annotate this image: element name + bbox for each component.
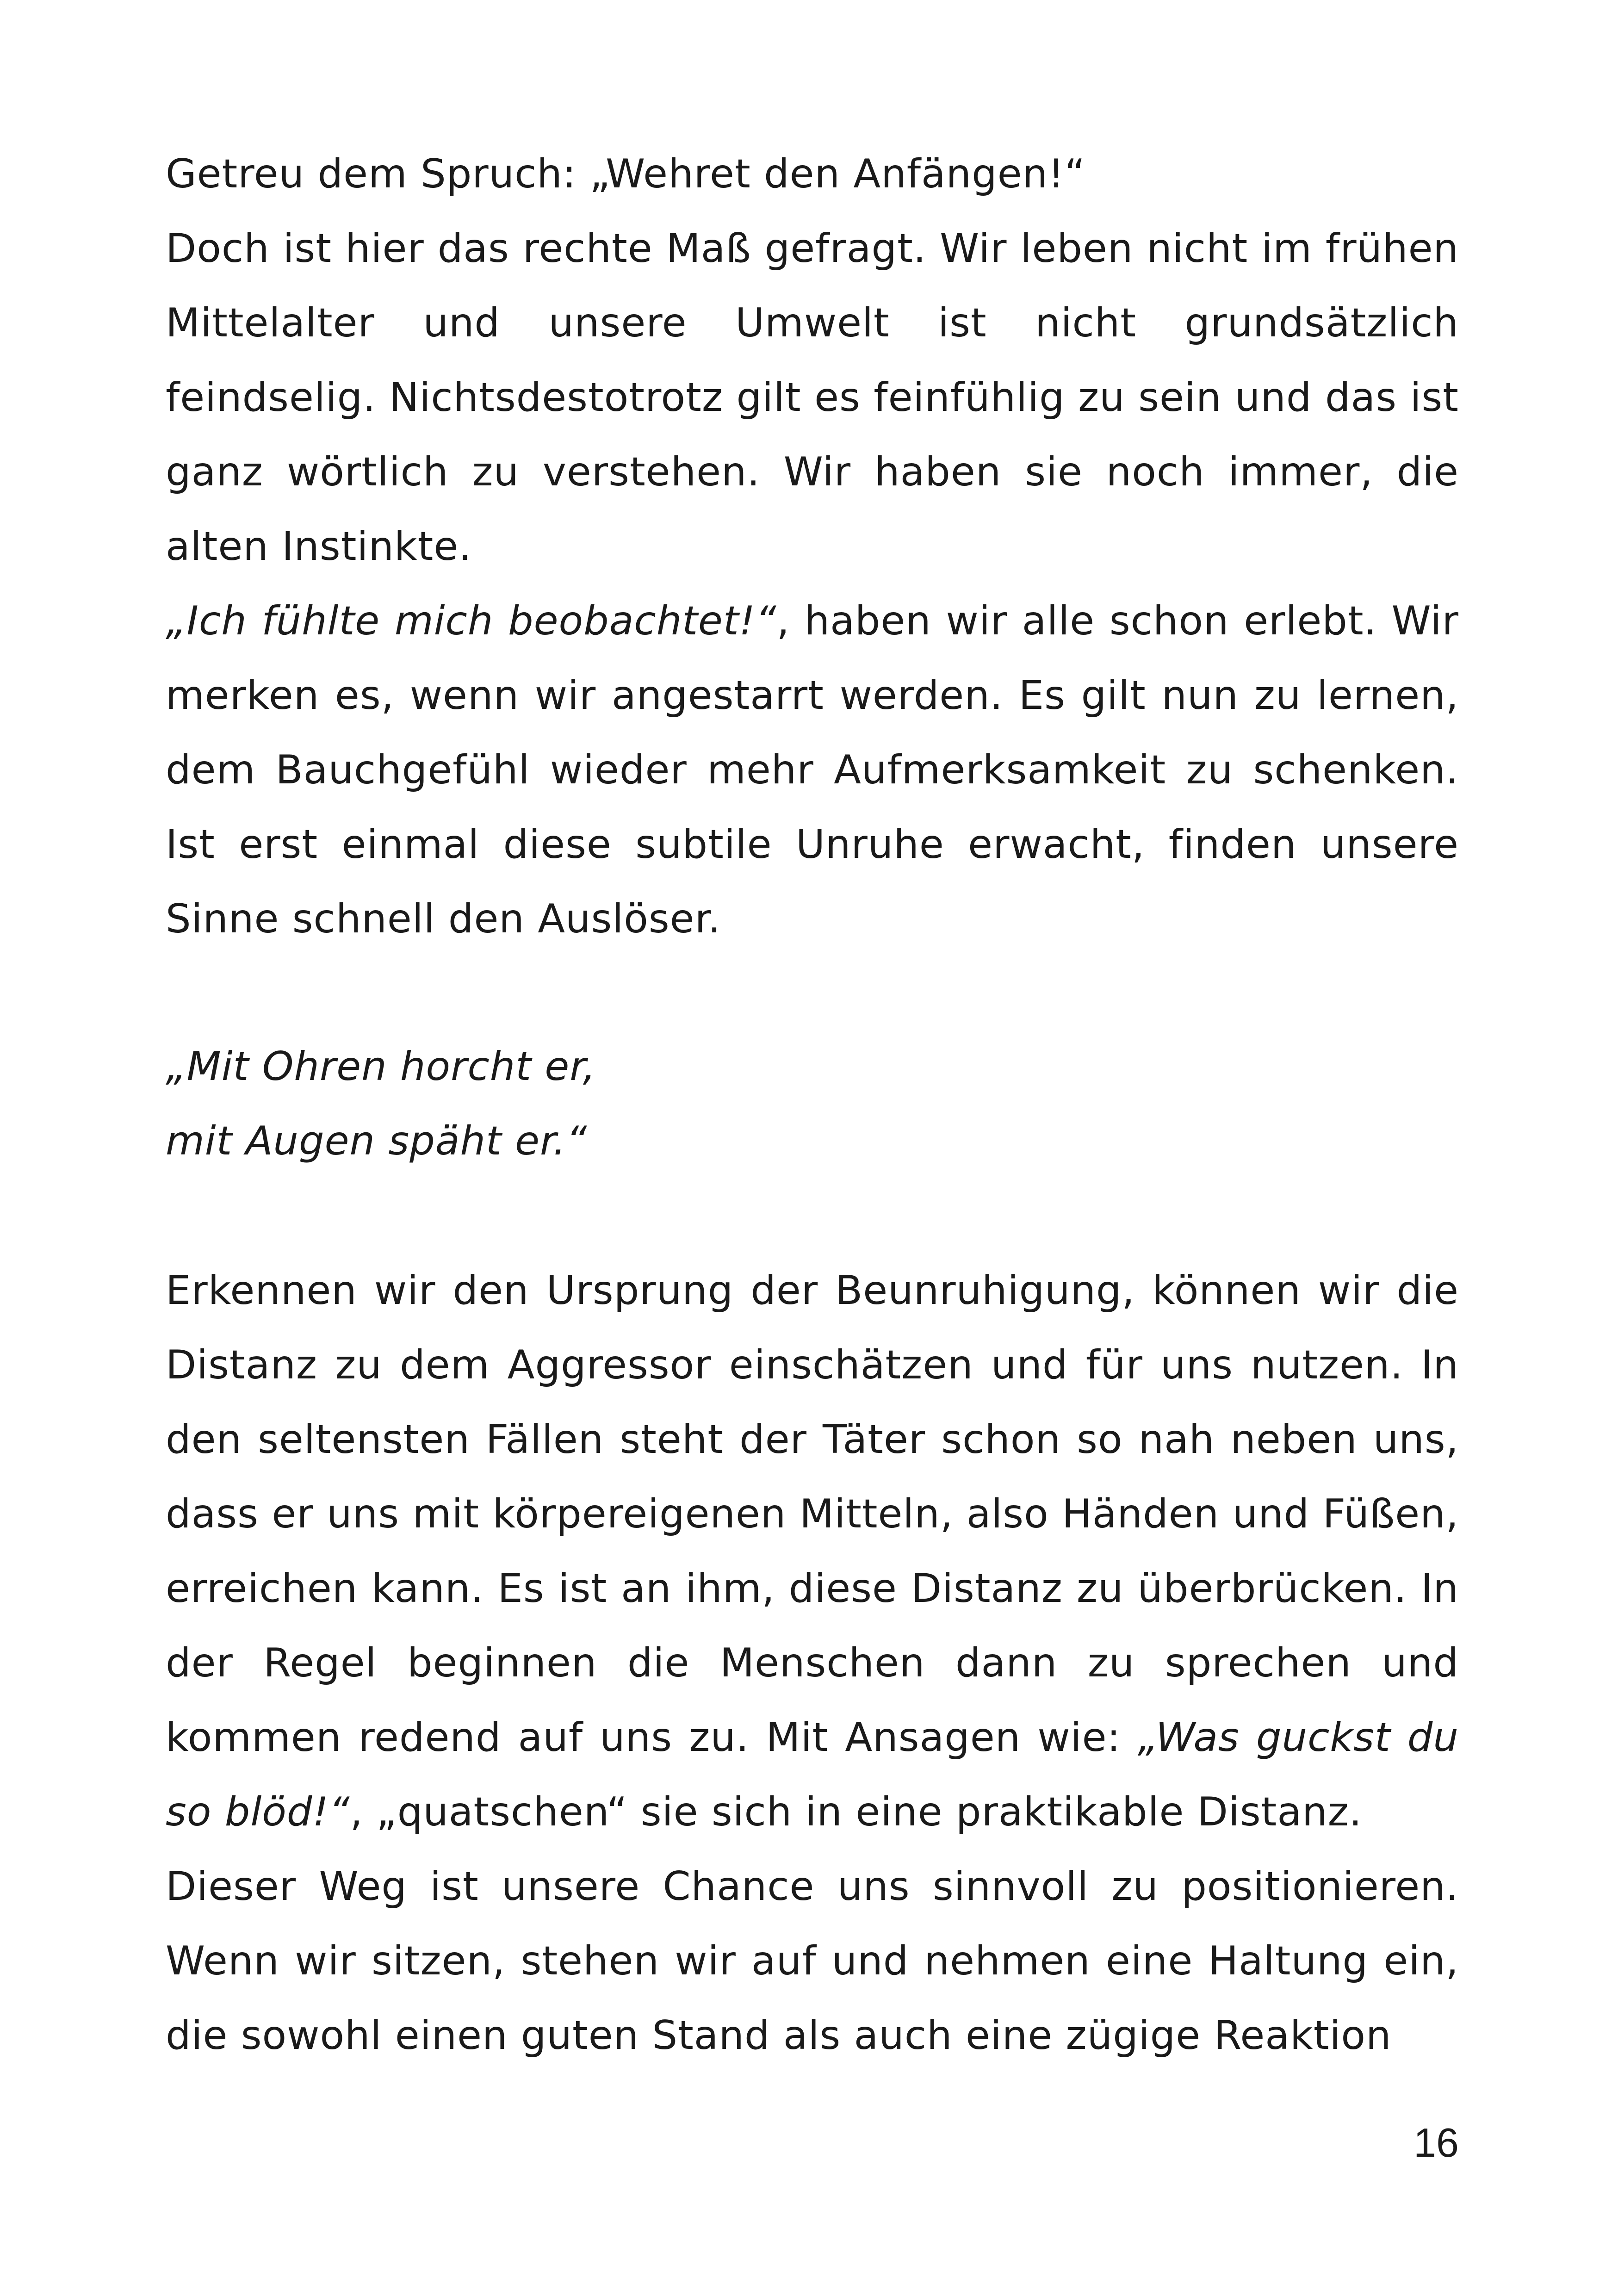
intro-line-text: Getreu dem Spruch: „Wehret den Anfängen!“ xyxy=(166,151,1086,197)
page-number: 16 xyxy=(1413,2120,1459,2166)
paragraph-2-text-a: Erkennen wir den Ursprung der Beunruhigung, können wir die Distanz zu dem Aggressor einschätzen und für uns nutzen. In den seltensten Fällen steht der Täter schon so nah neben uns, dass er uns mit körpereigenen Mitteln, also Händen und Füßen, erreichen kann. Es ist an ihm, diese Distanz zu überbrücken. In der Regel beginnen die Menschen dann zu sprechen und kommen redend auf uns zu. Mit Ansagen wie: xyxy=(166,1267,1459,1761)
paragraph-3 xyxy=(166,1849,1459,2073)
paragraph-1 xyxy=(166,211,1459,956)
verse-quote-line-1: „Mit Ohren horcht er, xyxy=(166,1043,596,1090)
paragraph-2-text-b: , „quatschen“ sie sich in eine praktikable Distanz. xyxy=(350,1789,1363,1835)
intro-line xyxy=(166,137,1459,211)
paragraph-2 xyxy=(166,1253,1459,1849)
paragraph-1-quote: „Ich fühlte mich beobachtet!“ xyxy=(166,598,777,644)
text-block-main xyxy=(166,1253,1459,2073)
paragraph-2-quote: „Was guckst du so blöd!“ xyxy=(166,1714,1459,1835)
paragraph-1-text-a: Doch ist hier das rechte Maß gefragt. Wir leben nicht im frühen Mittelalter und unsere Umwelt ist nicht grundsätzlich feindselig. Nichtsdestotrotz gilt es feinfühlig zu sein und das ist ganz wörtlich zu verstehen. Wir haben sie noch immer, die alten Instinkte. xyxy=(166,225,1459,570)
verse-quote-line-2: mit Augen späht er.“ xyxy=(166,1118,588,1164)
paragraph-3-text: Dieser Weg ist unsere Chance uns sinnvoll zu positionieren. Wenn wir sitzen, stehen wir auf und nehmen eine Haltung ein, die sowohl einen guten Stand als auch eine zügige Reaktion xyxy=(166,1863,1459,2059)
paragraph-1-text-b: , haben wir alle schon erlebt. Wir merken es, wenn wir angestarrt werden. Es gilt nun zu lernen, dem Bauchgefühl wieder mehr Aufmerksamkeit zu schenken. Ist erst einmal diese subtile Unruhe erwacht, finden unsere Sinne schnell den Auslöser. xyxy=(166,598,1459,942)
text-block-intro xyxy=(166,137,1459,956)
verse-quote xyxy=(166,1030,1459,1179)
